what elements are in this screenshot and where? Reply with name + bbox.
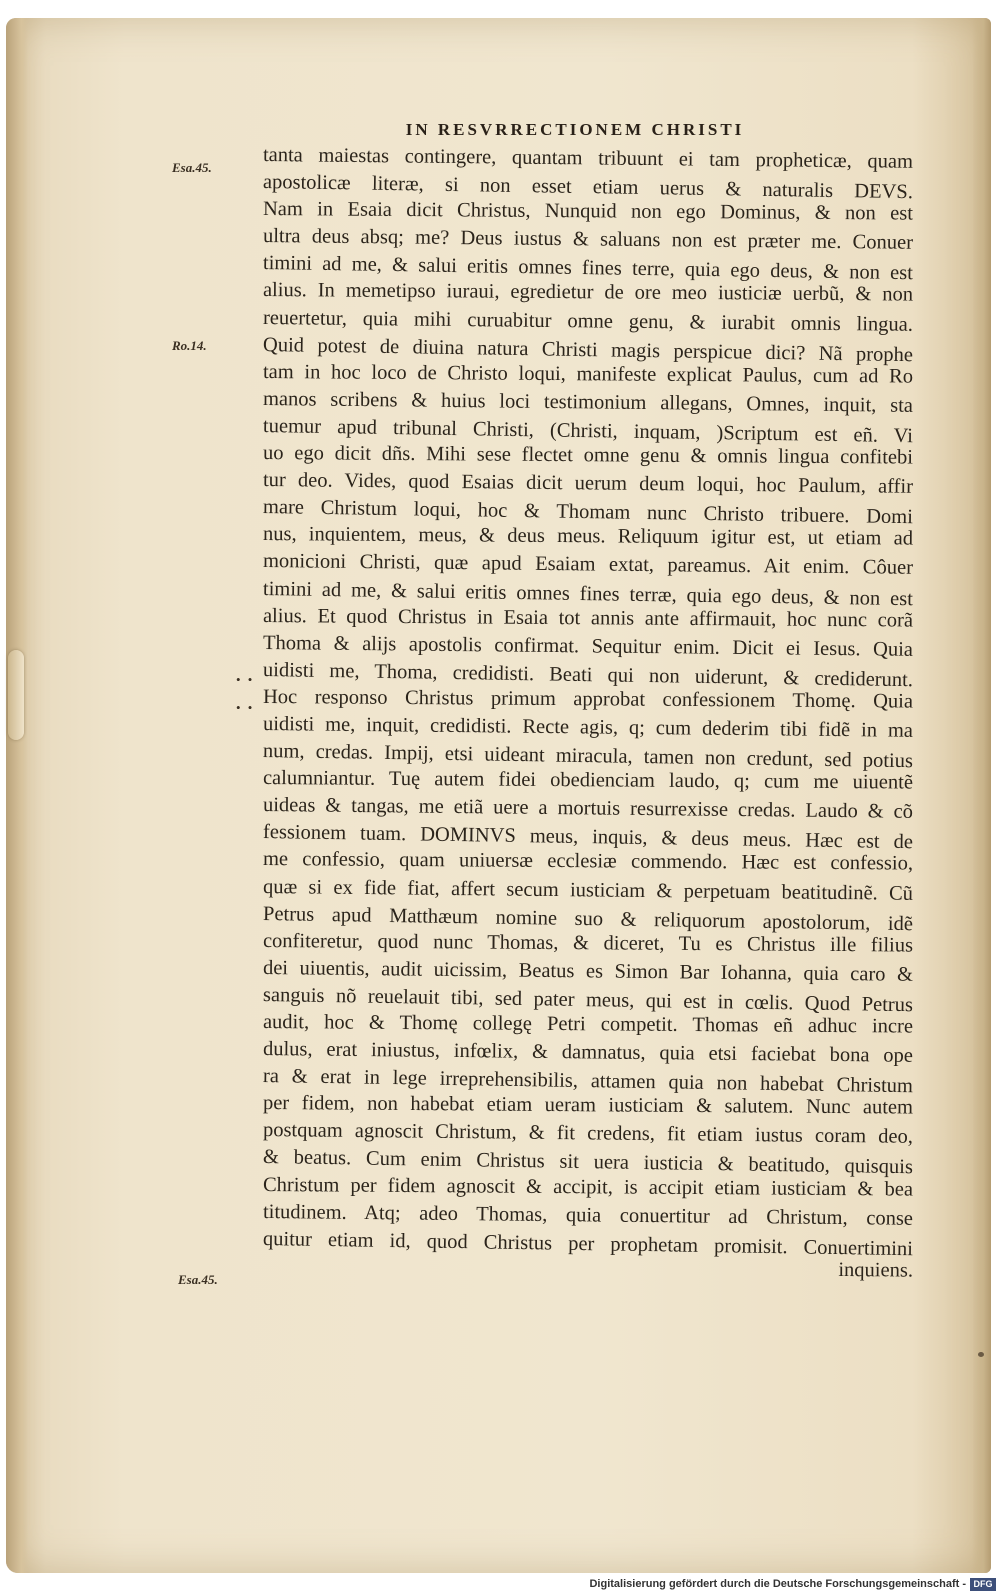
text-line: Quid potest de diuina natura Christi magis perspicue dici? Nã prophe (262, 333, 914, 366)
text-line: ra & erat in lege irreprehensibilis, attamen quia non habebat Christum (262, 1065, 914, 1098)
book-clasp-strap (8, 650, 24, 740)
text-line: uideas & tangas, me etiã uere a mortuis resurrexisse credas. Laudo & cõ (262, 794, 914, 824)
margin-mark-2: • • (236, 700, 255, 715)
text-line: dei uiuentis, audit uicissim, Beatus es Simon Bar Iohanna, quia caro & (262, 956, 914, 986)
text-line: calumniantur. Tuę autem fidei obedienciam laudo, q; cum me uiuentẽ (262, 767, 914, 794)
text-line: audit, hoc & Thomę collegę Petri competit. Thomas eñ adhuc incre (262, 1011, 914, 1038)
text-line: fessionem tuam. DOMINVS meus, inquis, & deus meus. Hæc est de (262, 821, 914, 854)
text-line: Nam in Esaia dicit Christus, Nunquid non ego Dominus, & non est (262, 198, 914, 225)
text-line: uidisti me, Thoma, credidisti. Beati qui non uiderunt, & crediderunt. (262, 658, 914, 691)
text-line: timini ad me, & salui eritis omnes fines terre, quia ego deus, & non est (262, 252, 914, 285)
text-line: titudinem. Atq; adeo Thomas, quia conuertitur ad Christum, conse (262, 1200, 914, 1230)
margin-note-esaia: Esa.45. (172, 160, 212, 175)
text-line: quitur etiam id, quod Christus per prophetam promisit. Conuertimini (262, 1227, 914, 1260)
text-line: tam in hoc loco de Christo loqui, manifeste explicat Paulus, cum ad Ro (262, 360, 914, 388)
text-line: apostolicæ literæ, si non esset etiam uerus & naturalis DEVS. (262, 171, 914, 204)
dfg-logo: DFG (970, 1578, 996, 1591)
text-line: per fidem, non habebat etiam ueram iusticiam & salutem. Nunc autem (262, 1092, 914, 1119)
main-text-block (263, 142, 913, 1280)
text-line: ultra deus absq; me? Deus iustus & saluans non est præter me. Conuer (262, 225, 914, 255)
text-line: Petrus apud Matthæum nomine suo & reliquorum apostolorum, idẽ (262, 902, 914, 935)
text-line: num, credas. Impij, etsi uideant miracula, tamen non credunt, sed potius (262, 740, 914, 773)
text-line: Hoc responso Christus primum approbat confessionem Thomę. Quia (262, 685, 914, 713)
text-line: reuertetur, quia mihi curuabitur omne genu, & iurabit omnis lingua. (262, 306, 914, 336)
running-head: IN RESVRRECTIONEM CHRISTI (405, 120, 745, 139)
text-line: monicioni Christi, quæ apud Esaiam extat, pareamus. Ait enim. Côuer (262, 550, 914, 580)
page-gutter-shadow (6, 18, 28, 1573)
margin-note-esaia-2: Esa.45. (178, 1272, 218, 1287)
text-line: alius. In memetipso iuraui, egredietur de ore meo iusticiæ uerbũ, & non (262, 279, 914, 307)
footer-credit: Digitalisierung gefördert durch die Deutsche Forschungsgemeinschaft - (589, 1578, 966, 1590)
margin-note-romans: Ro.14. (172, 338, 207, 353)
page-edge-shadow (972, 18, 991, 1573)
text-line: timini ad me, & salui eritis omnes fines terræ, quia ego deus, & non est (262, 577, 914, 610)
text-line: confiteretur, quod nunc Thomas, & diceret, Tu es Christus ille filius (262, 929, 914, 957)
text-line: postquam agnoscit Christum, & fit credens, fit etiam iustus coram deo, (262, 1119, 914, 1149)
text-line: dulus, erat iniustus, infœlix, & damnatus, quia etsi faciebat bona ope (262, 1038, 914, 1067)
text-line: mare Christum loqui, hoc & Thomam nunc Christo tribuere. Domi (262, 496, 914, 529)
text-line: tuemur apud tribunal Christi, (Christi, inquam, )Scriptum est eñ. Vi (262, 414, 914, 448)
text-line: alius. Et quod Christus in Esaia tot annis ante affirmauit, hoc nunc corã (262, 604, 914, 632)
text-line: uo ego dicit dñs. Mihi sese flectet omne genu & omnis lingua confitebi (262, 442, 914, 469)
text-line: & beatus. Cum enim Christus sit uera iusticia & beatitudo, quisquis (262, 1146, 914, 1179)
text-line: uidisti me, inquit, credidisti. Recte agis, q; cum dederim tibi fidẽ in ma (262, 712, 914, 742)
paper-blemish (978, 1352, 984, 1357)
footer-bar (0, 1576, 1000, 1596)
text-line: inquiens. (838, 1258, 914, 1282)
text-line: manos scribens & huius loci testimonium allegans, Omnes, inquit, sta (262, 387, 914, 417)
text-line: quæ si ex fide fiat, affert secum iusticiam & perpetuam beatitudinẽ. Cũ (262, 875, 914, 905)
text-line: tur deo. Vides, quod Esaias dicit uerum deum loqui, hoc Paulum, affir (262, 469, 914, 498)
text-line: sanguis nõ reuelauit tibi, sed pater meus, qui est in cœlis. Quod Petrus (262, 983, 914, 1017)
text-line: Christum per fidem agnoscit & accipit, is accipit etiam iusticiam & bea (262, 1173, 914, 1201)
text-line: nus, inquientem, meus, & deus meus. Reliquum igitur est, ut etiam ad (262, 523, 914, 550)
text-line: tanta maiestas contingere, quantam tribuunt ei tam propheticæ, quam (262, 144, 914, 173)
margin-mark-1: • • (236, 672, 255, 687)
text-line: Thoma & alijs apostolis confirmat. Sequitur enim. Dicit ei Iesus. Quia (262, 631, 914, 661)
text-line: me confessio, quam uniuersæ ecclesiæ commendo. Hæc est confessio, (262, 848, 914, 875)
